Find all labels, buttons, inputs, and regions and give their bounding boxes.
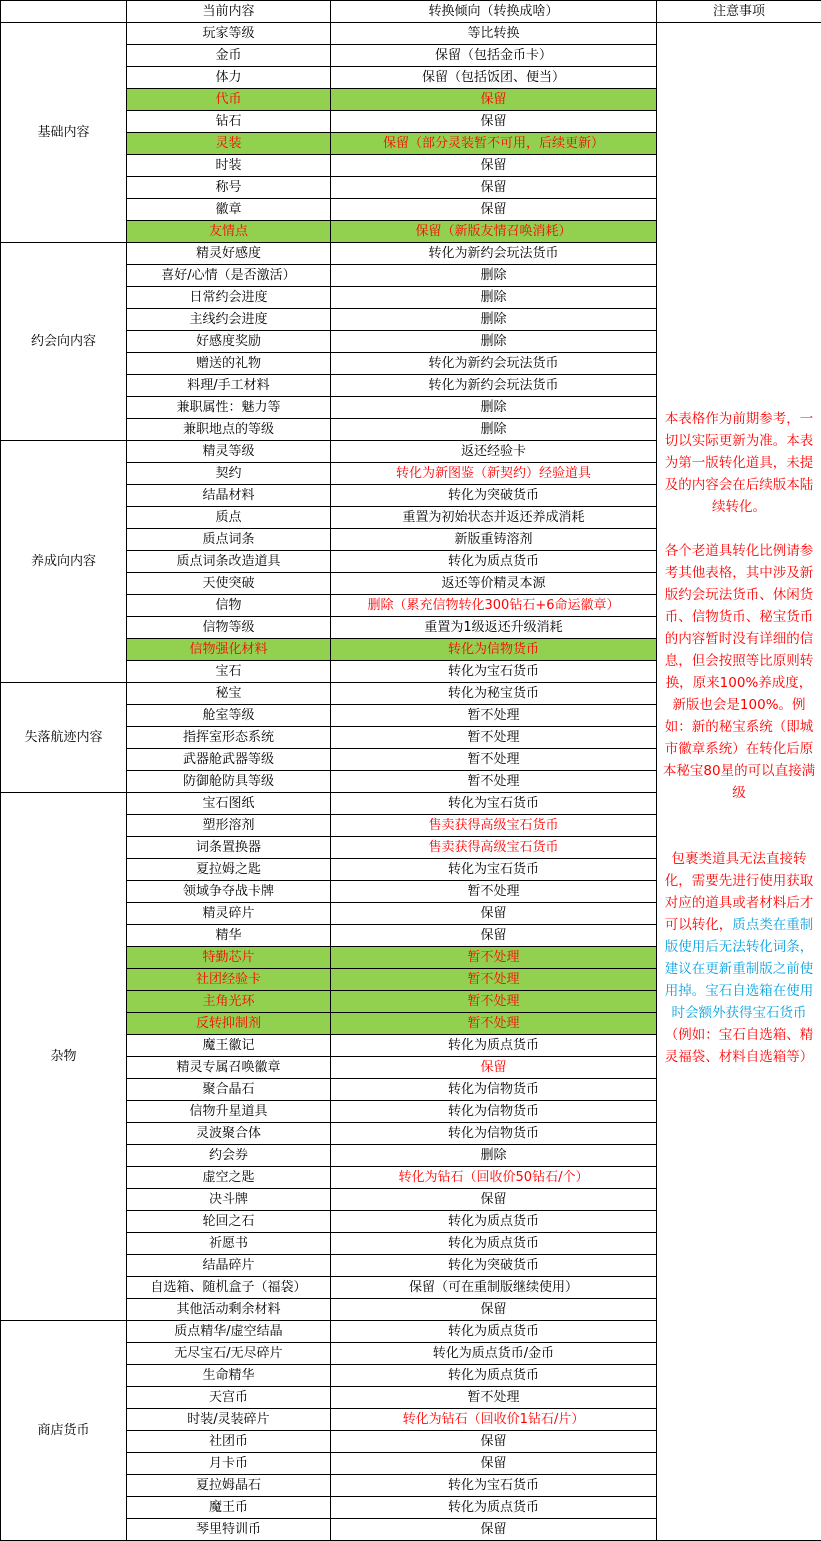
item-cell: 夏拉姆之匙 bbox=[127, 859, 331, 881]
item-cell: 称号 bbox=[127, 177, 331, 199]
item-cell: 秘宝 bbox=[127, 683, 331, 705]
item-cell: 塑形溶剂 bbox=[127, 815, 331, 837]
conversion-cell: 删除（累充信物转化300钻石+6命运徽章） bbox=[331, 595, 657, 617]
conversion-cell: 保留 bbox=[331, 1453, 657, 1475]
conversion-cell: 转化为质点货币/金币 bbox=[331, 1343, 657, 1365]
conversion-cell: 保留（可在重制版继续使用） bbox=[331, 1277, 657, 1299]
conversion-cell: 保留 bbox=[331, 111, 657, 133]
header-blank bbox=[1, 1, 127, 23]
conversion-cell: 转化为质点货币 bbox=[331, 1321, 657, 1343]
category-cell: 杂物 bbox=[1, 793, 127, 1321]
conversion-cell: 暂不处理 bbox=[331, 727, 657, 749]
item-cell: 兼职属性：魅力等 bbox=[127, 397, 331, 419]
item-cell: 结晶材料 bbox=[127, 485, 331, 507]
conversion-cell: 转化为质点货币 bbox=[331, 1497, 657, 1519]
note-package-red: 包裹类道具无法直接转化，需要先进行使用获取对应的道具或者材料后才可以转化， bbox=[664, 851, 814, 933]
item-cell: 特勤芯片 bbox=[127, 947, 331, 969]
item-cell: 祈愿书 bbox=[127, 1233, 331, 1255]
category-cell: 基础内容 bbox=[1, 23, 127, 243]
conversion-cell: 转化为突破货币 bbox=[331, 1255, 657, 1277]
conversion-cell: 转化为钻石（回收价50钻石/个） bbox=[331, 1167, 657, 1189]
conversion-cell: 售卖获得高级宝石货币 bbox=[331, 837, 657, 859]
item-cell: 灵装 bbox=[127, 133, 331, 155]
conversion-cell: 暂不处理 bbox=[331, 991, 657, 1013]
item-cell: 主角光环 bbox=[127, 991, 331, 1013]
conversion-cell: 售卖获得高级宝石货币 bbox=[331, 815, 657, 837]
item-cell: 社团经验卡 bbox=[127, 969, 331, 991]
category-cell: 商店货币 bbox=[1, 1321, 127, 1541]
item-cell: 魔王币 bbox=[127, 1497, 331, 1519]
item-cell: 舱室等级 bbox=[127, 705, 331, 727]
item-cell: 质点 bbox=[127, 507, 331, 529]
conversion-cell: 转化为突破货币 bbox=[331, 485, 657, 507]
notes-cell bbox=[657, 23, 821, 1541]
conversion-cell: 转化为质点货币 bbox=[331, 1035, 657, 1057]
conversion-cell: 保留 bbox=[331, 89, 657, 111]
item-cell: 其他活动剩余材料 bbox=[127, 1299, 331, 1321]
conversion-cell: 暂不处理 bbox=[331, 705, 657, 727]
conversion-cell: 保留 bbox=[331, 155, 657, 177]
note-package-example: （例如：宝石自选箱、精灵福袋、材料自选箱等） bbox=[664, 1027, 814, 1065]
item-cell: 约会券 bbox=[127, 1145, 331, 1167]
item-cell: 喜好/心情（是否激活） bbox=[127, 265, 331, 287]
category-cell: 约会向内容 bbox=[1, 243, 127, 441]
item-cell: 质点词条改造道具 bbox=[127, 551, 331, 573]
item-cell: 虚空之匙 bbox=[127, 1167, 331, 1189]
note-ratio: 各个老道具转化比例请参考其他表格，其中涉及新版约会玩法货币、休闲货币、信物货币、秘宝货币的内容暂时没有详细的信息，但会按照等比原则转换，原来100%养成度，新版也会是100%。例如：新的秘宝系统（即城市徽章系统）在转化后原本秘宝80星的可以直接满级 bbox=[662, 543, 816, 801]
item-cell: 天使突破 bbox=[127, 573, 331, 595]
conversion-cell: 返还等价精灵本源 bbox=[331, 573, 657, 595]
item-cell: 精灵碎片 bbox=[127, 903, 331, 925]
item-cell: 好感度奖励 bbox=[127, 331, 331, 353]
item-cell: 天宫币 bbox=[127, 1387, 331, 1409]
item-cell: 质点精华/虚空结晶 bbox=[127, 1321, 331, 1343]
item-cell: 决斗牌 bbox=[127, 1189, 331, 1211]
conversion-cell: 暂不处理 bbox=[331, 969, 657, 991]
item-cell: 轮回之石 bbox=[127, 1211, 331, 1233]
conversion-cell: 暂不处理 bbox=[331, 1387, 657, 1409]
conversion-cell: 删除 bbox=[331, 287, 657, 309]
item-cell: 魔王徽记 bbox=[127, 1035, 331, 1057]
notes-gap bbox=[659, 804, 819, 848]
conversion-cell: 转化为宝石货币 bbox=[331, 793, 657, 815]
item-cell: 灵波聚合体 bbox=[127, 1123, 331, 1145]
note-package bbox=[659, 848, 819, 1068]
item-cell: 夏拉姆晶石 bbox=[127, 1475, 331, 1497]
conversion-cell: 转化为钻石（回收价1钻石/片） bbox=[331, 1409, 657, 1431]
item-cell: 时装/灵装碎片 bbox=[127, 1409, 331, 1431]
item-cell: 精灵好感度 bbox=[127, 243, 331, 265]
conversion-cell: 转化为信物货币 bbox=[331, 1101, 657, 1123]
notes-spacer bbox=[659, 23, 819, 408]
conversion-cell: 转化为质点货币 bbox=[331, 1211, 657, 1233]
item-cell: 信物等级 bbox=[127, 617, 331, 639]
conversion-cell: 返还经验卡 bbox=[331, 441, 657, 463]
header-conversion: 转换倾向（转换成啥） bbox=[331, 1, 657, 23]
item-cell: 结晶碎片 bbox=[127, 1255, 331, 1277]
item-cell: 金币 bbox=[127, 45, 331, 67]
item-cell: 契约 bbox=[127, 463, 331, 485]
conversion-cell: 转化为新约会玩法货币 bbox=[331, 243, 657, 265]
conversion-cell: 暂不处理 bbox=[331, 1013, 657, 1035]
item-cell: 琴里特训币 bbox=[127, 1519, 331, 1541]
header-current-content: 当前内容 bbox=[127, 1, 331, 23]
conversion-cell: 保留 bbox=[331, 1057, 657, 1079]
conversion-cell: 转化为新约会玩法货币 bbox=[331, 353, 657, 375]
category-cell: 养成向内容 bbox=[1, 441, 127, 683]
conversion-cell: 转化为质点货币 bbox=[331, 1233, 657, 1255]
conversion-cell: 新版重铸溶剂 bbox=[331, 529, 657, 551]
item-cell: 自选箱、随机盒子（福袋） bbox=[127, 1277, 331, 1299]
item-cell: 宝石图纸 bbox=[127, 793, 331, 815]
item-cell: 精华 bbox=[127, 925, 331, 947]
conversion-cell: 转化为质点货币 bbox=[331, 1365, 657, 1387]
item-cell: 质点词条 bbox=[127, 529, 331, 551]
item-cell: 精灵等级 bbox=[127, 441, 331, 463]
conversion-cell: 重置为初始状态并返还养成消耗 bbox=[331, 507, 657, 529]
item-cell: 反转抑制剂 bbox=[127, 1013, 331, 1035]
item-cell: 体力 bbox=[127, 67, 331, 89]
conversion-cell: 转化为宝石货币 bbox=[331, 661, 657, 683]
conversion-cell: 转化为秘宝货币 bbox=[331, 683, 657, 705]
category-cell: 失落航迹内容 bbox=[1, 683, 127, 793]
conversion-cell: 保留 bbox=[331, 1189, 657, 1211]
item-cell: 信物强化材料 bbox=[127, 639, 331, 661]
item-cell: 社团币 bbox=[127, 1431, 331, 1453]
table-row bbox=[1, 23, 821, 45]
item-cell: 月卡币 bbox=[127, 1453, 331, 1475]
conversion-cell: 转化为宝石货币 bbox=[331, 859, 657, 881]
item-cell: 精灵专属召唤徽章 bbox=[127, 1057, 331, 1079]
item-cell: 指挥室形态系统 bbox=[127, 727, 331, 749]
conversion-cell: 保留（包括金币卡） bbox=[331, 45, 657, 67]
conversion-cell: 保留 bbox=[331, 1299, 657, 1321]
item-cell: 无尽宝石/无尽碎片 bbox=[127, 1343, 331, 1365]
conversion-cell: 删除 bbox=[331, 397, 657, 419]
conversion-cell: 转化为质点货币 bbox=[331, 551, 657, 573]
item-cell: 钻石 bbox=[127, 111, 331, 133]
conversion-cell: 保留 bbox=[331, 903, 657, 925]
item-cell: 信物 bbox=[127, 595, 331, 617]
note-package-blue: 质点类在重制版使用后无法转化词条，建议在更新重制版之前使用掉。宝石自选箱在使用时会额外获得宝石货币 bbox=[664, 917, 814, 1021]
conversion-cell: 删除 bbox=[331, 1145, 657, 1167]
item-cell: 防御舱防具等级 bbox=[127, 771, 331, 793]
item-cell: 领域争夺战卡牌 bbox=[127, 881, 331, 903]
item-cell: 徽章 bbox=[127, 199, 331, 221]
item-cell: 宝石 bbox=[127, 661, 331, 683]
conversion-cell: 转化为宝石货币 bbox=[331, 1475, 657, 1497]
conversion-cell: 保留 bbox=[331, 177, 657, 199]
header-row bbox=[1, 1, 821, 23]
conversion-cell: 保留（新版友情召唤消耗） bbox=[331, 221, 657, 243]
conversion-cell: 删除 bbox=[331, 265, 657, 287]
item-cell: 信物升星道具 bbox=[127, 1101, 331, 1123]
conversion-cell: 暂不处理 bbox=[331, 749, 657, 771]
conversion-cell: 转化为新图鉴（新契约）经验道具 bbox=[331, 463, 657, 485]
header-notes: 注意事项 bbox=[657, 1, 821, 23]
notes-gap bbox=[659, 518, 819, 540]
note-reference: 本表格作为前期参考，一切以实际更新为准。本表为第一版转化道具，未提及的内容会在后续版本陆续转化。 bbox=[664, 411, 814, 515]
conversion-cell: 转化为信物货币 bbox=[331, 1123, 657, 1145]
conversion-cell: 保留 bbox=[331, 925, 657, 947]
item-cell: 友情点 bbox=[127, 221, 331, 243]
conversion-cell: 转化为信物货币 bbox=[331, 1079, 657, 1101]
conversion-cell: 删除 bbox=[331, 309, 657, 331]
conversion-cell: 保留 bbox=[331, 1431, 657, 1453]
conversion-cell: 保留（包括饭团、便当） bbox=[331, 67, 657, 89]
item-cell: 主线约会进度 bbox=[127, 309, 331, 331]
conversion-cell: 重置为1级返还升级消耗 bbox=[331, 617, 657, 639]
item-cell: 词条置换器 bbox=[127, 837, 331, 859]
item-cell: 聚合晶石 bbox=[127, 1079, 331, 1101]
item-cell: 玩家等级 bbox=[127, 23, 331, 45]
item-cell: 料理/手工材料 bbox=[127, 375, 331, 397]
item-cell: 生命精华 bbox=[127, 1365, 331, 1387]
item-cell: 武器舱武器等级 bbox=[127, 749, 331, 771]
conversion-cell: 保留（部分灵装暂不可用，后续更新） bbox=[331, 133, 657, 155]
conversion-cell: 转化为信物货币 bbox=[331, 639, 657, 661]
conversion-cell: 等比转换 bbox=[331, 23, 657, 45]
conversion-cell: 删除 bbox=[331, 419, 657, 441]
conversion-cell: 保留 bbox=[331, 1519, 657, 1541]
item-cell: 日常约会进度 bbox=[127, 287, 331, 309]
conversion-cell: 转化为新约会玩法货币 bbox=[331, 375, 657, 397]
item-cell: 兼职地点的等级 bbox=[127, 419, 331, 441]
conversion-cell: 保留 bbox=[331, 199, 657, 221]
item-cell: 代币 bbox=[127, 89, 331, 111]
conversion-cell: 删除 bbox=[331, 331, 657, 353]
conversion-cell: 暂不处理 bbox=[331, 947, 657, 969]
conversion-cell: 暂不处理 bbox=[331, 881, 657, 903]
item-cell: 赠送的礼物 bbox=[127, 353, 331, 375]
conversion-cell: 暂不处理 bbox=[331, 771, 657, 793]
item-cell: 时装 bbox=[127, 155, 331, 177]
